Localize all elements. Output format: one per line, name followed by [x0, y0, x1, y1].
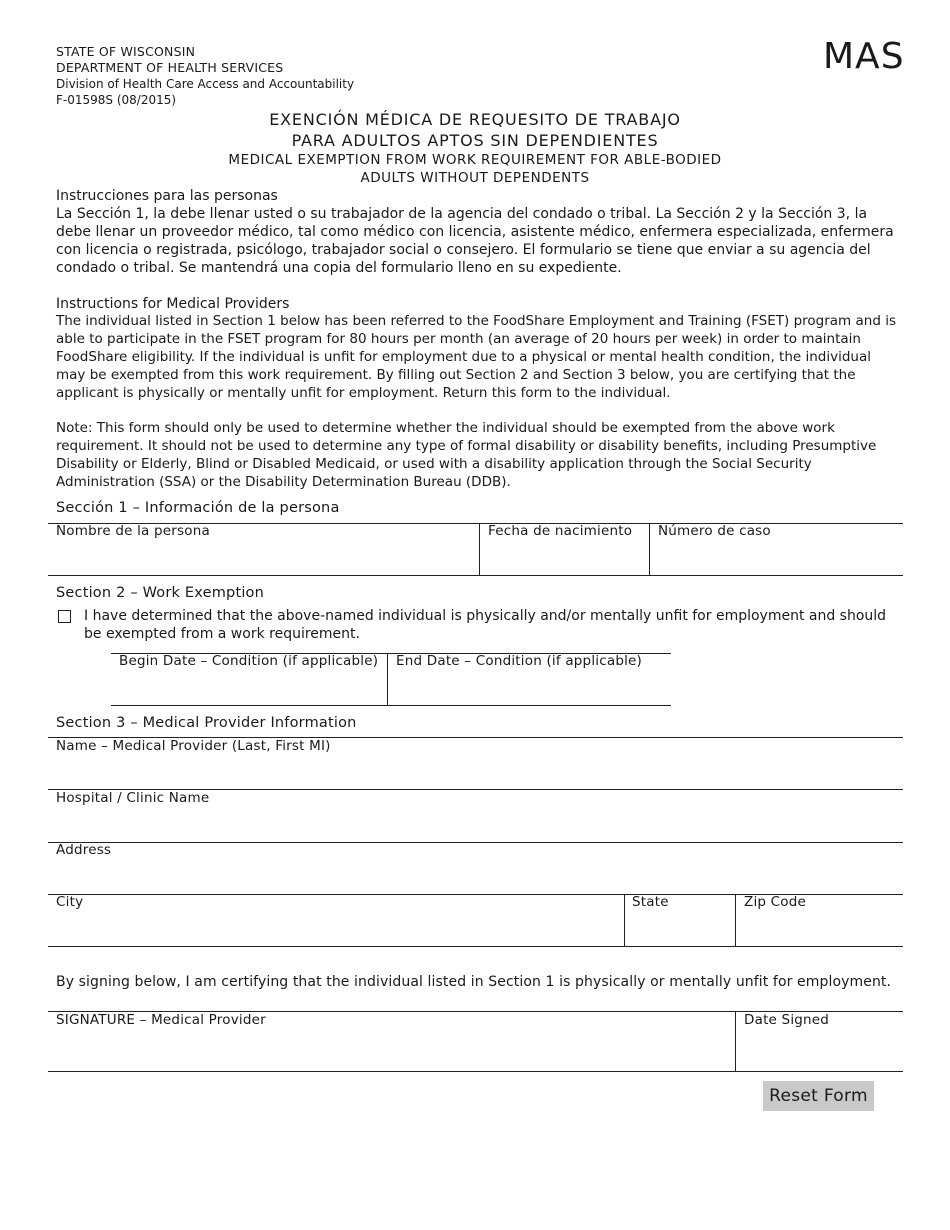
title-english-line2: ADULTS WITHOUT DEPENDENTS [360, 170, 590, 186]
certification-statement: By signing below, I am certifying that the individual listed in Section 1 is physically or mentally unfit for employment. [56, 974, 892, 990]
zip-label: Zip Code [744, 894, 807, 910]
section3-title: Section 3 – Medical Provider Information [56, 715, 357, 731]
instructions-persons-body: La Sección 1, la debe llenar usted o su trabajador de la agencia del condado o tribal. La Sección 2 y la Sección 3, la debe llenar un proveedor médico, tal como médico con licencia, asistente médico, enfermera especializada, enfermera con licencia o registrada, psicólogo, trabajador social o consejero. El formulario se tiene que enviar a su agencia del condado o tribal. Se mantendrá una copia del formulario lleno en su expediente. [56, 206, 894, 276]
reset-form-button[interactable]: Reset Form [763, 1081, 874, 1111]
form-number: F-01598S (08/2015) [56, 93, 177, 107]
end-date-label: End Date – Condition (if applicable) [396, 653, 643, 669]
program-code: MAS [823, 36, 905, 77]
section2-dates-divider [387, 653, 388, 705]
title-spanish-line2: PARA ADULTOS APTOS SIN DEPENDIENTES [291, 131, 659, 150]
city-input[interactable] [52, 916, 624, 944]
instructions-note: Note: This form should only be used to determine whether the individual should be exempted from the above work requirement. It should not be used to determine any type of formal disability or disability benefits, including Presumptive Disability or Elderly, Blind or Disabled Medicaid, or used with a disability application through the Social Security Administration (SSA) or the Disability Determination Bureau (DDB). [56, 420, 877, 490]
dob-label: Fecha de nacimiento [488, 523, 633, 539]
section3-bottom-rule [48, 946, 903, 947]
case-number-input[interactable] [654, 545, 903, 573]
provider-name-input[interactable] [52, 760, 901, 788]
state-input[interactable] [629, 916, 735, 944]
begin-date-input[interactable] [115, 675, 387, 703]
hospital-name-label: Hospital / Clinic Name [56, 790, 210, 806]
section2-dates-bottom-rule [111, 705, 671, 706]
instructions-persons-heading: Instrucciones para las personas [56, 188, 278, 204]
title-english-line1: MEDICAL EXEMPTION FROM WORK REQUIREMENT FOR ABLE-BODIED [228, 152, 722, 168]
hospital-name-input[interactable] [52, 812, 901, 840]
instructions-providers-heading: Instructions for Medical Providers [56, 296, 290, 312]
agency-division: Division of Health Care Access and Accountability [56, 77, 355, 91]
section3-rule-3 [48, 842, 903, 843]
state-label: State [632, 894, 669, 910]
agency-department: DEPARTMENT OF HEALTH SERVICES [56, 60, 284, 75]
begin-date-label: Begin Date – Condition (if applicable) [119, 653, 379, 669]
section2-title: Section 2 – Work Exemption [56, 585, 265, 601]
case-number-label: Número de caso [658, 523, 771, 539]
title-spanish-line1: EXENCIÓN MÉDICA DE REQUESITO DE TRABAJO [269, 110, 681, 129]
work-exemption-checkbox[interactable] [58, 610, 71, 623]
city-state-divider [624, 894, 625, 946]
signature-date-divider [735, 1011, 736, 1071]
city-label: City [56, 894, 84, 910]
section1-bottom-rule [48, 575, 903, 576]
section1-divider-1 [479, 523, 480, 575]
person-name-label: Nombre de la persona [56, 523, 210, 539]
section1-divider-2 [649, 523, 650, 575]
zip-input[interactable] [740, 916, 902, 944]
state-zip-divider [735, 894, 736, 946]
end-date-input[interactable] [392, 675, 671, 703]
person-name-input[interactable] [52, 545, 476, 573]
instructions-providers-body: The individual listed in Section 1 below has been referred to the FoodShare Employment and Training (FSET) program and is able to participate in the FSET program for 80 hours per month (an average of 20 hours per week) in order to maintain FoodShare eligibility. If the individual is unfit for employment due to a physical or mental health condition, the individual may be exempted from this work requirement. By filling out Section 2 and Section 3 below, you are certifying that the applicant is physically or mentally unfit for employment. Return this form to the individual. [56, 313, 896, 401]
dob-input[interactable] [484, 545, 648, 573]
agency-state: STATE OF WISCONSIN [56, 44, 196, 59]
signature-field[interactable] [52, 1034, 730, 1067]
provider-name-label: Name – Medical Provider (Last, First MI) [56, 738, 331, 754]
address-label: Address [56, 842, 112, 858]
date-signed-input[interactable] [740, 1034, 902, 1068]
signature-bottom-rule [48, 1071, 903, 1072]
work-exemption-statement: I have determined that the above-named individual is physically and/or mentally unfit for employment and should be exempted from a work requirement. [84, 608, 887, 642]
section1-title: Sección 1 – Información de la persona [56, 500, 340, 516]
signature-label: SIGNATURE – Medical Provider [56, 1012, 266, 1028]
date-signed-label: Date Signed [744, 1012, 830, 1028]
address-input[interactable] [52, 864, 901, 892]
